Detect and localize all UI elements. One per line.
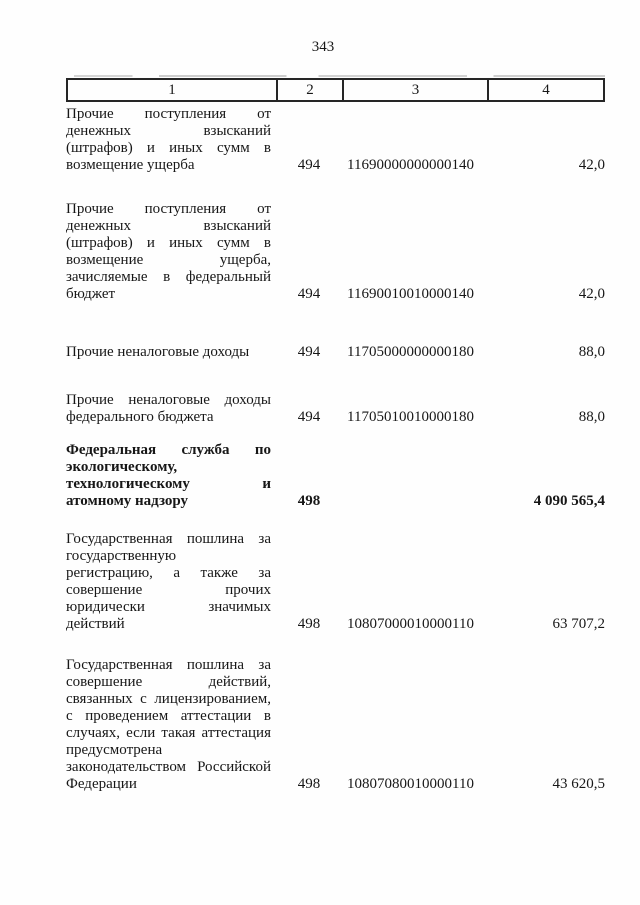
header-cell-3: 3 bbox=[342, 80, 487, 100]
row-title-line: Прочие поступления от bbox=[66, 201, 271, 217]
row-amount-cell: 42,0 bbox=[578, 157, 605, 173]
row-title-line: Федеральная служба по bbox=[66, 442, 271, 458]
row-title-line: связанных с лицензированием, bbox=[66, 691, 271, 707]
table-header-row bbox=[66, 78, 605, 102]
row-title-line: Прочие поступления от bbox=[66, 106, 271, 122]
row-title-cell bbox=[66, 344, 271, 361]
row-budget-classification-code-cell: 11705010010000180 bbox=[347, 409, 474, 425]
table-row bbox=[66, 106, 605, 174]
table-row bbox=[66, 201, 605, 303]
row-title-line: денежных взысканий bbox=[66, 218, 271, 234]
table-row bbox=[66, 531, 605, 633]
row-title-cell bbox=[66, 201, 271, 303]
header-cell-1: 1 bbox=[168, 81, 176, 98]
row-title-line: юридически значимых bbox=[66, 599, 271, 615]
row-amount-cell: 43 620,5 bbox=[552, 776, 605, 792]
row-admin-code-cell: 498 bbox=[297, 616, 321, 632]
row-title-line: Прочие неналоговые доходы bbox=[66, 344, 250, 360]
row-amount-cell: 88,0 bbox=[578, 344, 605, 360]
row-title-line: с проведением аттестации в bbox=[66, 708, 271, 724]
row-title-line: совершение действий, bbox=[66, 674, 271, 690]
row-title-cell bbox=[66, 442, 271, 510]
page-number: 343 bbox=[311, 39, 335, 55]
row-title-line: (штрафов) и иных сумм в bbox=[66, 235, 271, 251]
row-amount-cell: 42,0 bbox=[578, 286, 605, 302]
row-budget-classification-code-cell: 10807000010000110 bbox=[347, 616, 474, 632]
row-title-line: бюджет bbox=[66, 286, 116, 302]
row-title-cell bbox=[66, 392, 271, 426]
table-body bbox=[66, 103, 605, 793]
row-title-line: возмещение ущерба, bbox=[66, 252, 271, 268]
row-title-line: атомному надзору bbox=[66, 493, 189, 509]
row-title-line: регистрацию, а также за bbox=[66, 565, 271, 581]
row-admin-code-cell: 494 bbox=[297, 157, 321, 173]
row-title-line: возмещение ущерба bbox=[66, 157, 195, 173]
row-admin-code-cell: 494 bbox=[297, 286, 321, 302]
row-amount-cell: 88,0 bbox=[578, 409, 605, 425]
row-title-line: денежных взысканий bbox=[66, 123, 271, 139]
row-budget-classification-code-cell: 11690010010000140 bbox=[347, 286, 474, 302]
table-row bbox=[66, 344, 605, 361]
row-title-line: зачисляемые в федеральный bbox=[66, 269, 271, 285]
row-title-line: Федерации bbox=[66, 776, 137, 792]
table-row bbox=[66, 392, 605, 426]
row-title-line: технологическому и bbox=[66, 476, 271, 492]
row-amount-cell: 63 707,2 bbox=[552, 616, 605, 632]
row-admin-code-cell: 494 bbox=[297, 344, 321, 360]
row-title-cell bbox=[66, 657, 271, 793]
row-budget-classification-code-cell: 11705000000000180 bbox=[347, 344, 474, 360]
row-title-line: экологическому, bbox=[66, 459, 178, 475]
row-title-line: Государственная пошлина за bbox=[66, 657, 271, 673]
row-title-line: Государственная пошлина за bbox=[66, 531, 271, 547]
row-title-cell bbox=[66, 106, 271, 174]
row-title-line: государственную bbox=[66, 548, 177, 564]
row-title-line: Прочие неналоговые доходы bbox=[66, 392, 271, 408]
row-budget-classification-code-cell: 11690000000000140 bbox=[347, 157, 474, 173]
row-title-line: действий bbox=[66, 616, 125, 632]
header-cell-2: 2 bbox=[276, 80, 342, 100]
row-title-line: предусмотрена bbox=[66, 742, 163, 758]
row-title-line: (штрафов) и иных сумм в bbox=[66, 140, 271, 156]
row-budget-classification-code-cell: 10807080010000110 bbox=[347, 776, 474, 792]
row-title-line: случаях, если такая аттестация bbox=[66, 725, 271, 741]
row-admin-code-cell: 494 bbox=[297, 409, 321, 425]
header-cell-4: 4 bbox=[487, 80, 603, 100]
row-title-line: законодательством Российской bbox=[66, 759, 271, 775]
row-amount-cell: 4 090 565,4 bbox=[533, 493, 605, 509]
row-title-line: федерального бюджета bbox=[66, 409, 214, 425]
row-admin-code-cell: 498 bbox=[297, 493, 321, 509]
row-title-line: совершение прочих bbox=[66, 582, 271, 598]
row-admin-code-cell: 498 bbox=[297, 776, 321, 792]
table-row bbox=[66, 657, 605, 793]
table-row bbox=[66, 442, 605, 510]
row-title-cell bbox=[66, 531, 271, 633]
